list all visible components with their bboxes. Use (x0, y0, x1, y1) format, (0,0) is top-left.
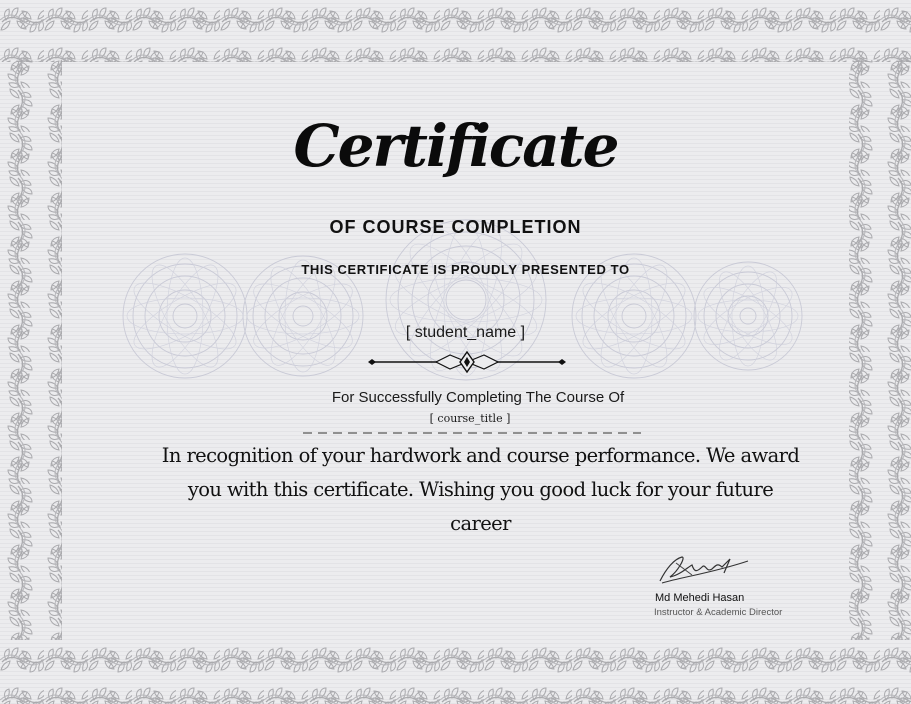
student-name-placeholder: [ student_name ] (405, 324, 526, 341)
signatory-name: Md Mehedi Hasan (655, 592, 745, 604)
diamond-ornament-divider-icon (368, 350, 566, 374)
completing-course-line: For Successfully Completing The Course Of (331, 389, 625, 406)
course-title-underline (303, 431, 643, 435)
presented-to-line: THIS CERTIFICATE IS PROUDLY PRESENTED TO (301, 262, 630, 277)
signature-icon (652, 547, 752, 587)
certificate-title: Certificate (293, 112, 618, 180)
recognition-text: In recognition of your hardwork and course performance. We award you with this certificate. Wishing you good luck for your future career (161, 444, 800, 535)
signatory-role: Instructor & Academic Director (654, 607, 783, 618)
certificate-subtitle: OF COURSE COMPLETION (329, 217, 582, 237)
course-title-placeholder: [ course_title ] (429, 412, 511, 425)
